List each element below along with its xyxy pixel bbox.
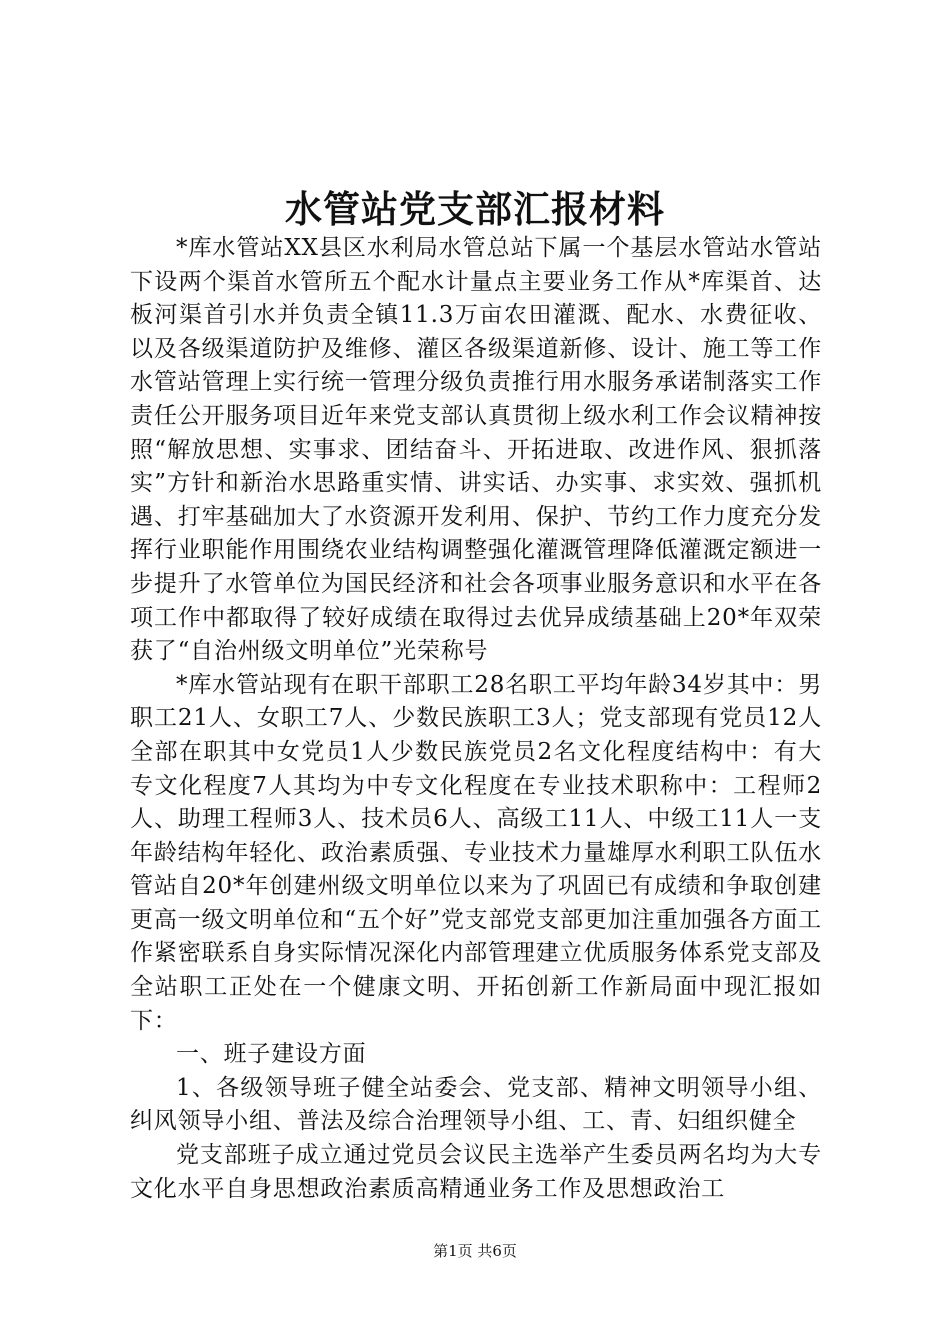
- section-heading: 一、班子建设方面: [176, 1041, 367, 1068]
- paragraph-party-branch: 党支部班子成立通过党员会议民主选举产生委员两名均为大专文化水平自身思想政治素质高精通业务工作及思想政治工: [130, 1142, 822, 1202]
- page-number: 第1页 共6页: [433, 1242, 517, 1260]
- document-body: [130, 232, 822, 1206]
- paragraph-leadership: 1、各级领导班子健全站委会、党支部、精神文明领导小组、纠风领导小组、普法及综合治理领导小组、工、青、妇组织健全: [130, 1074, 822, 1135]
- paragraph-staff: *库水管站现有在职干部职工28名职工平均年龄34岁其中：男职工21人、女职工7人、少数民族职工3人；党支部现有党员12人全部在职其中女党员1人少数民族党员2名文化程度结构中：有大专文化程度7人其均为中专文化程度在专业技术职称中：工程师2人、助理工程师3人、技术员6人、高级工11人、中级工11人一支年龄结构年轻化、政治素质强、专业技术力量雄厚水利职工队伍水管站自20*年创建州级文明单位以来为了巩固已有成绩和争取创建更高一级文明单位和“五个好”党支部党支部更加注重加强各方面工作紧密联系自身实际情况深化内部管理建立优质服务体系党支部及全站职工正处在一个健康文明、开拓创新工作新局面中现汇报如下：: [130, 671, 822, 1034]
- paragraph-intro: *库水管站XX县区水利局水管总站下属一个基层水管站水管站下设两个渠首水管所五个配水计量点主要业务工作从*库渠首、达板河渠首引水并负责全镇11.3万亩农田灌溉、配水、水费征收、以及各级渠道防护及维修、灌区各级渠道新修、设计、施工等工作水管站管理上实行统一管理分级负责推行用水服务承诺制落实工作责任公开服务项目近年来党支部认真贯彻上级水利工作会议精神按照“解放思想、实事求、团结奋斗、开拓进取、改进作风、狠抓落实”方针和新治水思路重实情、讲实话、办实事、求实效、强抓机遇、打牢基础加大了水资源开发利用、保护、节约工作力度充分发挥行业职能作用围绕农业结构调整强化灌溉管理降低灌溉定额进一步提升了水管单位为国民经济和社会各项事业服务意识和水平在各项工作中都取得了较好成绩在取得过去优异成绩基础上20*年双荣获了“自治州级文明单位”光荣称号: [130, 235, 822, 665]
- document-title: 水管站党支部汇报材料: [285, 188, 665, 231]
